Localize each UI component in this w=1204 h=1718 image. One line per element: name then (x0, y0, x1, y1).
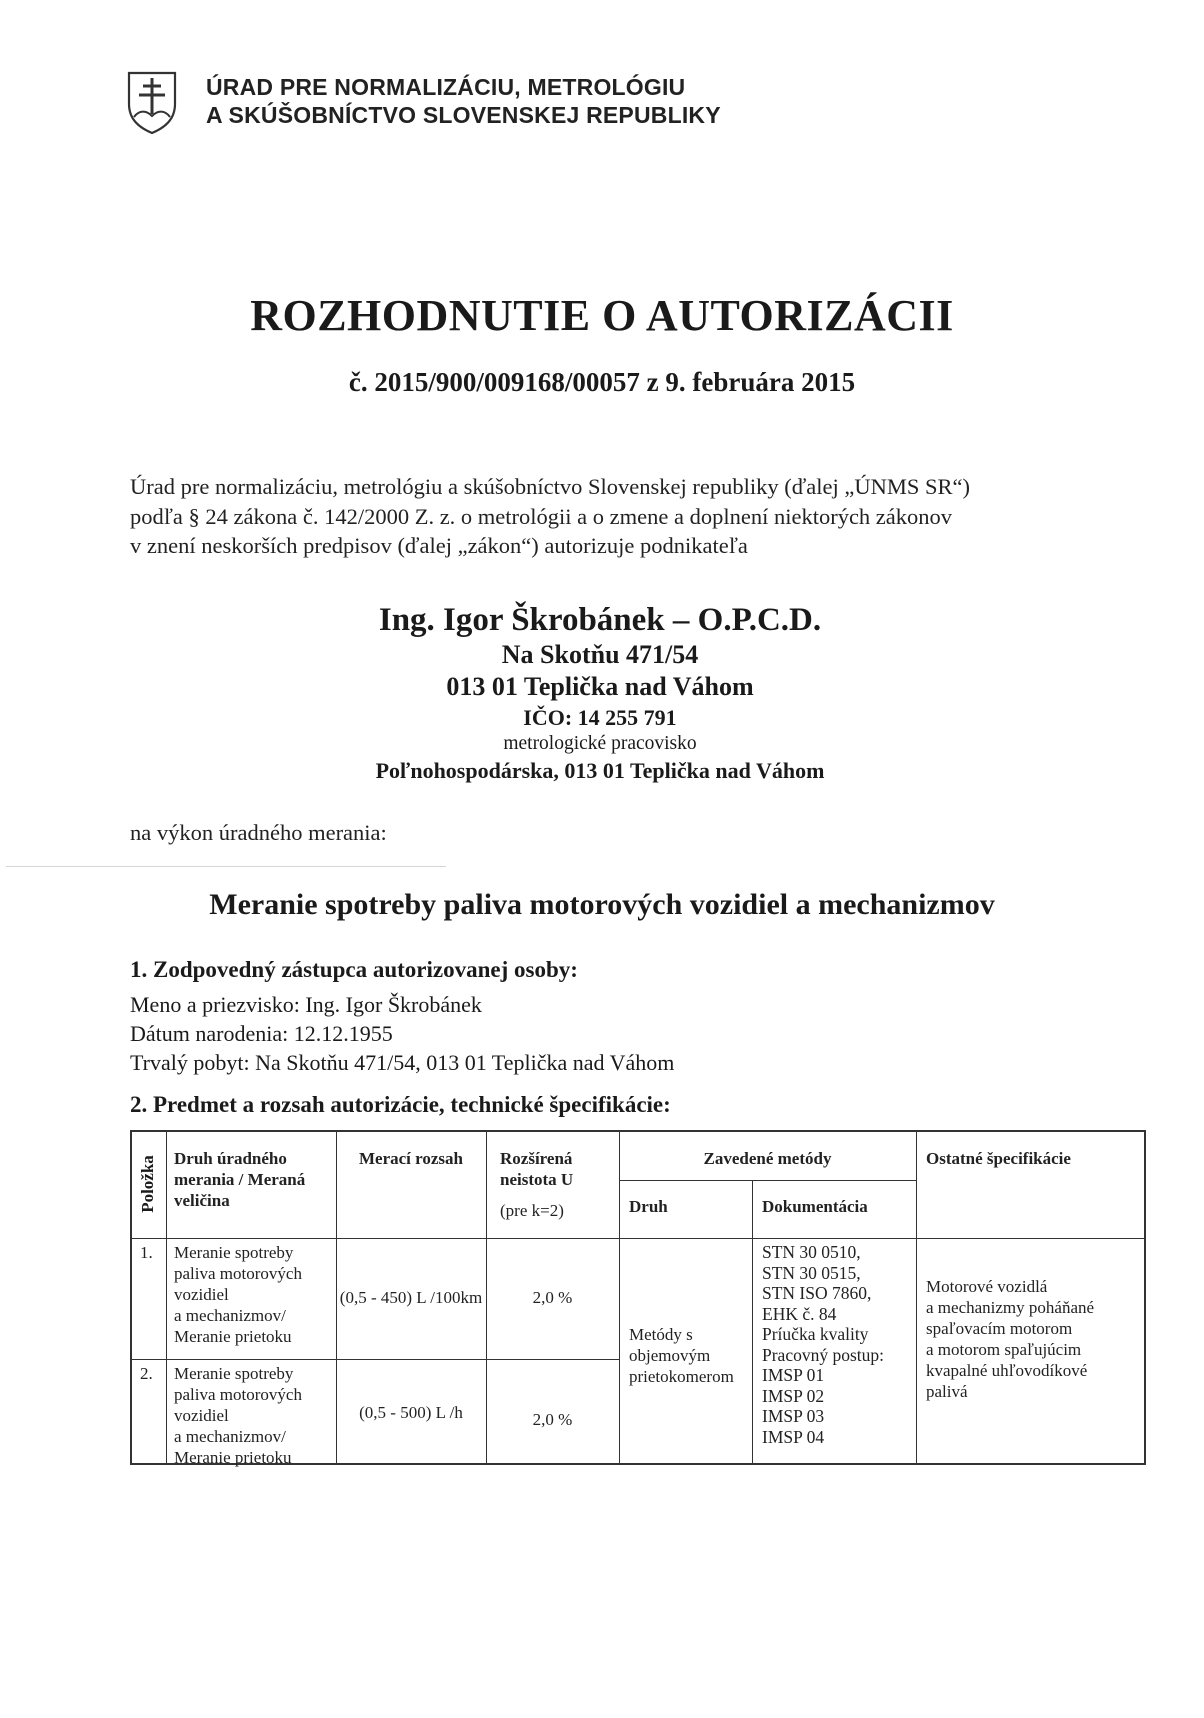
perform-label: na výkon úradného merania: (130, 820, 387, 845)
shared-documentation: STN 30 0510, STN 30 0515, STN ISO 7860, EHK č. 84 Príučka kvality Pracovný postup: IMSP 01 IMSP 02 IMSP 03 IMSP 04 (762, 1242, 885, 1447)
company-ico: IČO: 14 255 791 (523, 705, 677, 730)
header-other-specs: Ostatné špecifikácie (926, 1149, 1071, 1168)
row-item-number: 1. (140, 1243, 153, 1262)
representative-name: Meno a priezvisko: Ing. Igor Škrobánek (130, 992, 482, 1017)
shared-other-specs: Motorové vozidlá a mechanizmy poháňané spaľovacím motorom a motorom spaľujúcim kvapalné uhľovodíkové palivá (926, 1277, 1095, 1401)
section1-heading: 1. Zodpovedný zástupca autorizovanej osoby: (130, 957, 578, 982)
representative-birth-date: Dátum narodenia: 12.12.1955 (130, 1021, 393, 1046)
header-measuring-range: Merací rozsah (358, 1149, 463, 1168)
row-uncertainty: 2,0 % (532, 1410, 573, 1429)
header-uncertainty: Rozšírená neistota U (500, 1149, 574, 1189)
company-city: 013 01 Teplička nad Váhom (446, 672, 754, 701)
company-street: Na Skotňu 471/54 (501, 640, 699, 669)
header-method-kind: Druh (629, 1197, 668, 1216)
header-documentation: Dokumentácia (762, 1197, 868, 1216)
intro-line-2: podľa § 24 zákona č. 142/2000 Z. z. o metrológii a o zmene a doplnení niektorých zákonov (130, 504, 953, 529)
intro-line-3: v znení neskorších predpisov (ďalej „zákon“) autorizuje podnikateľa (130, 533, 748, 558)
scan-divider (6, 866, 446, 867)
activity-title: Meranie spotreby paliva motorových vozidiel a mechanizmov (209, 888, 995, 921)
workplace-label: metrologické pracovisko (503, 733, 697, 754)
representative-address: Trvalý pobyt: Na Skotňu 471/54, 013 01 Teplička nad Váhom (130, 1050, 675, 1075)
header-methods: Zavedené metódy (703, 1149, 832, 1168)
header-measurement-type: Druh úradného merania / Meraná veličina (174, 1149, 306, 1210)
row-item-number: 2. (140, 1364, 153, 1383)
row-measuring-range: (0,5 - 450) L /100km (339, 1288, 483, 1307)
specification-table (130, 1130, 1146, 1465)
header-item: Položka (138, 1155, 158, 1213)
section2-heading: 2. Predmet a rozsah autorizácie, technické špecifikácie: (130, 1092, 671, 1117)
row-measuring-range: (0,5 - 500) L /h (359, 1403, 463, 1422)
row-measurement-type: Meranie spotreby paliva motorových vozidiel a mechanizmov/ Meranie prietoku (174, 1364, 302, 1467)
office-name-line2: A SKÚŠOBNÍCTVO SLOVENSKEJ REPUBLIKY (206, 102, 721, 128)
document-number: č. 2015/900/009168/00057 z 9. februára 2015 (348, 367, 856, 397)
row-uncertainty: 2,0 % (532, 1288, 573, 1307)
company-name: Ing. Igor Škrobánek – O.P.C.D. (378, 602, 822, 638)
header-uncertainty-note: (pre k=2) (500, 1201, 564, 1220)
shared-method-kind: Metódy s objemovým prietokomerom (629, 1325, 734, 1386)
slovak-coat-of-arms-icon (126, 70, 178, 136)
intro-line-1: Úrad pre normalizáciu, metrológiu a skúšobníctvo Slovenskej republiky (ďalej „ÚNMS SR“) (130, 474, 970, 499)
document-title: ROZHODNUTIE O AUTORIZÁCII (250, 291, 954, 340)
workplace-address: Poľnohospodárska, 013 01 Teplička nad Váhom (375, 758, 825, 783)
row-measurement-type: Meranie spotreby paliva motorových vozidiel a mechanizmov/ Meranie prietoku (174, 1243, 302, 1346)
office-name-line1: ÚRAD PRE NORMALIZÁCIU, METROLÓGIU (206, 74, 686, 100)
